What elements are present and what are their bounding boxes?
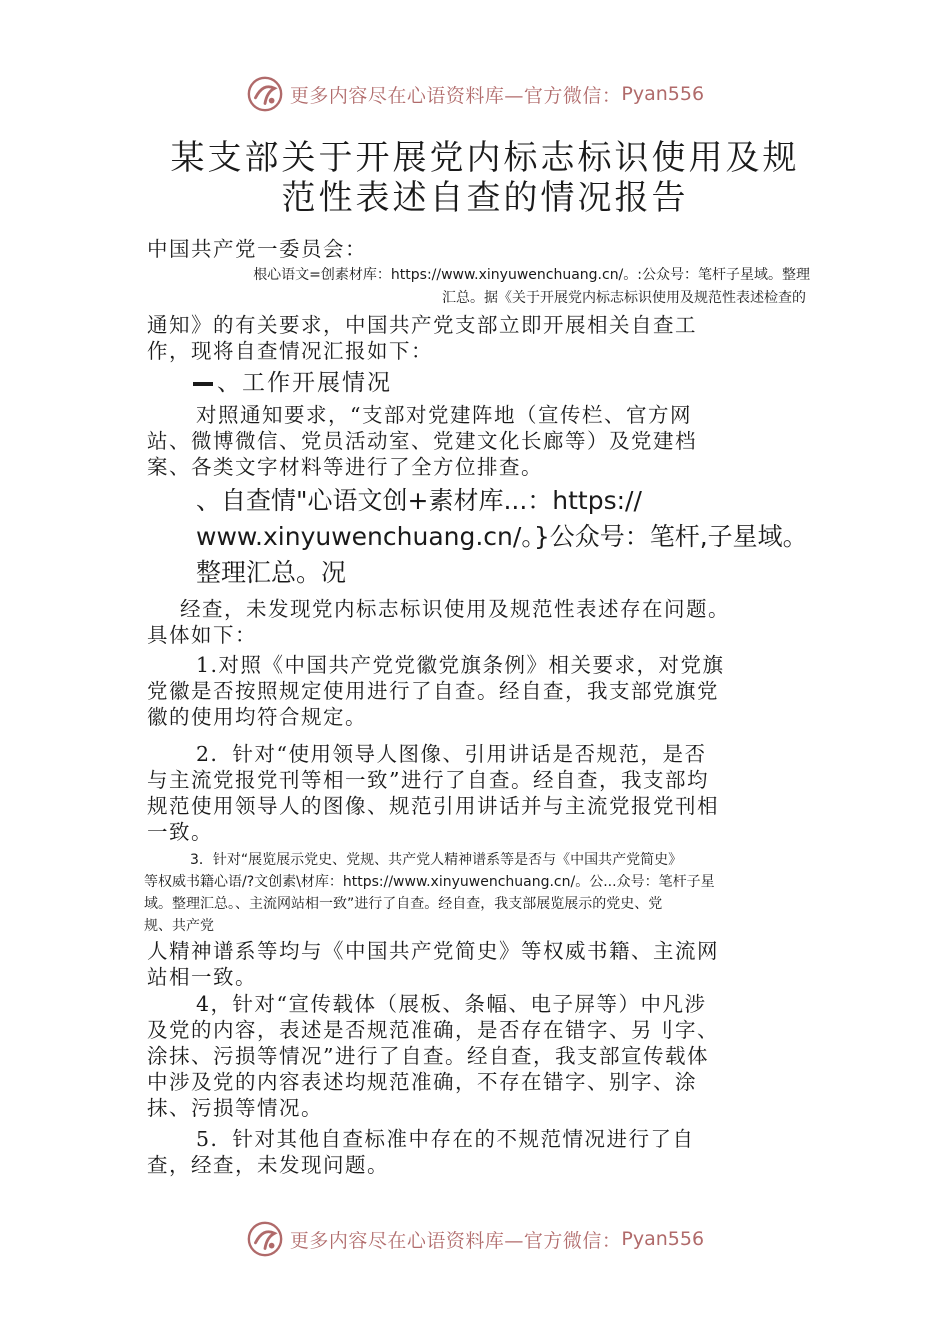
item-2-line-2: 与主流党报党刊等相一致”进行了自查。经自查，我支部均	[147, 768, 709, 792]
brand-logo-icon	[246, 1220, 284, 1258]
brand-logo-icon	[246, 75, 284, 113]
footer-banner	[0, 1219, 950, 1259]
summary-line-1: 经查，未发现党内标志标识使用及规范性表述存在问题。	[180, 597, 730, 621]
title-line-2: 范性表述自查的情况报告	[281, 178, 689, 218]
item-3-watermark-line-4: 规、共产党	[144, 918, 214, 934]
banner-text: 更多内容尽在心语资料库—官方微信：	[289, 1229, 622, 1252]
item-3-line-1: 人精神谱系等均与《中国共产党简史》等权威书籍、主流网	[147, 939, 719, 963]
section-1-line-1: 对照通知要求，“支部对党建阵地（宣传栏、官方网	[196, 403, 692, 427]
item-4-line-2: 及党的内容，表述是否规范准确，是否存在错字、另刂字、	[147, 1018, 719, 1042]
item-3-watermark-line-2: 等权威书籍心语/?文创素\材库：https://www.xinyuwenchuang.cn/。公...众号：笔杆子星	[144, 874, 715, 890]
item-3-watermark-line-3: 域。整理汇总。、主流网站相一致”进行了自查。经自查，我支部展览展示的党史、党	[144, 896, 663, 912]
item-1-line-2: 党徽是否按照规定使用进行了自查。经自查，我支部党旗党	[147, 679, 719, 703]
watermark-line-2: 汇总。据《关于开展党内标志标识使用及规范性表述检查的	[442, 290, 806, 306]
item-2-line-4: 一致。	[147, 820, 213, 844]
item-5-line-2: 查，经查，未发现问题。	[147, 1153, 389, 1177]
banner-wechat-id: Pyan556	[621, 1228, 705, 1250]
item-1-line-3: 徽的使用均符合规定。	[147, 705, 367, 729]
section-1-line-3: 案、各类文字材料等进行了全方位排查。	[147, 455, 543, 479]
intro-line-1: 通知》的有关要求，中国共产党支部立即开展相关自查工	[147, 313, 697, 337]
summary-line-2: 具体如下：	[147, 623, 257, 647]
section-2-line-2: www.xinyuwenchuang.cn/。}公众号：笔杆,子星域。	[196, 522, 808, 551]
item-5-line-1: 5．针对其他自查标准中存在的不规范情况进行了自	[196, 1127, 695, 1151]
item-4-line-5: 抹、污损等情况。	[147, 1096, 323, 1120]
document-title	[120, 138, 850, 218]
item-1-line-1: 1.对照《中国共产党党徽党旗条例》相关要求，对党旗	[196, 653, 725, 677]
section-1-heading	[193, 368, 392, 398]
item-2-line-3: 规范使用领导人的图像、规范引用讲话并与主流党报党刊相	[147, 794, 719, 818]
item-3-line-2: 站相一致。	[147, 965, 257, 989]
banner-wechat-id: Pyan556	[621, 83, 705, 105]
section-1-line-2: 站、微博微信、党员活动室、党建文化长廊等）及党建档	[147, 429, 697, 453]
item-4-line-3: 涂抹、污损等情况”进行了自查。经自查，我支部宣传载体	[147, 1044, 709, 1068]
item-3-watermark-line-1: 3．针对“展览展示党史、党规、共产党人精神谱系等是否与《中国共产党简史》	[190, 852, 683, 868]
item-2-line-1: 2．针对“使用领导人图像、引用讲话是否规范，是否	[196, 742, 707, 766]
salutation: 中国共产党一委员会：	[147, 237, 367, 261]
heading-dash	[193, 382, 213, 386]
banner-text: 更多内容尽在心语资料库—官方微信：	[289, 84, 622, 107]
header-banner	[0, 74, 950, 114]
watermark-line-1: 根心语文=创素材库：https://www.xinyuwenchuang.cn/。:公众号：笔杆子星域。整理	[253, 267, 810, 283]
title-line-1: 某支部关于开展党内标志标识使用及规	[170, 138, 800, 178]
item-4-line-1: 4，针对“宣传载体（展板、条幅、电子屏等）中凡涉	[196, 992, 707, 1016]
section-1-title: 、工作开展情况	[217, 370, 392, 396]
section-2-line-3: 整理汇总。况	[196, 558, 347, 587]
intro-line-2: 作，现将自查情况汇报如下：	[147, 339, 433, 363]
section-2-line-1: 、自查情"心语文创+素材库...：https://	[196, 486, 642, 515]
item-4-line-4: 中涉及党的内容表述均规范准确，不存在错字、别字、涂	[147, 1070, 697, 1094]
